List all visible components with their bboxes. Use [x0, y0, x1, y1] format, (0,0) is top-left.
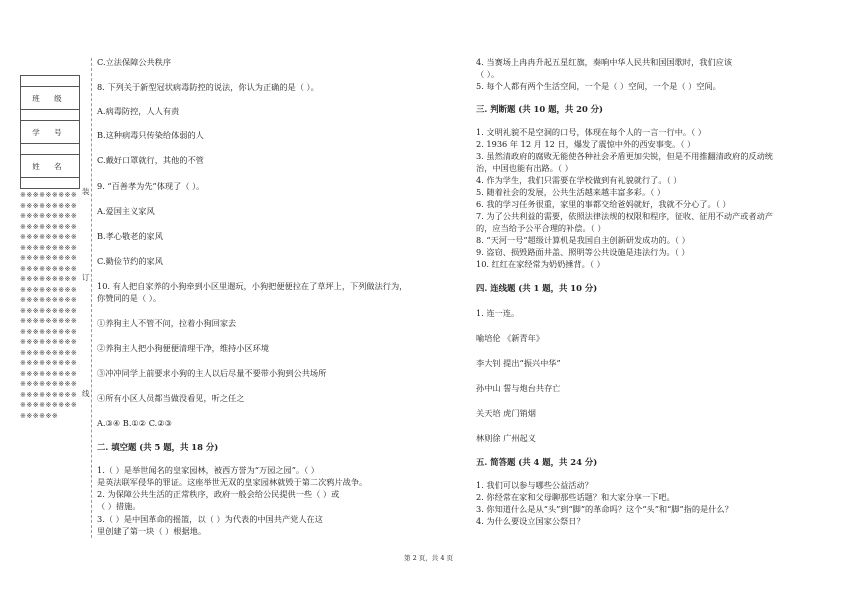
judge-line: 10. 红红在家经常为奶奶捶背。（ ） [476, 259, 605, 269]
question-line: 10. 有人把自家养的小狗牵到小区里遛玩，小狗把便便拉在了草坪上，下列做法行为， [97, 281, 408, 291]
option-line: C.戴好口罩就行，其他的不管 [97, 155, 204, 165]
section-title-fill: 二. 填空题 (共 5 题，共 18 分) [97, 442, 219, 452]
connect-line: 孙中山 誓与炮台共存亡 [476, 383, 561, 393]
question-line: 8. 下列关于新型冠状病毒防控的说法，你认为正确的是（ ）。 [97, 82, 319, 92]
section-title-short: 五. 简答题 (共 4 题，共 24 分) [476, 457, 598, 467]
side-mark-ding: 订 [82, 273, 90, 282]
fill-line: （ ）措施。 [97, 501, 141, 511]
judge-line: 5. 随着社会的发展，公共生活越来越丰富多彩。（ ） [476, 187, 666, 197]
judge-line: 3. 虽然清政府的腐败无能使各种社会矛盾更加尖锐，但是不用推翻清政府的反动统 [476, 151, 773, 161]
info-blank [21, 110, 79, 121]
student-info-table [20, 75, 80, 189]
judge-line: 治，中国也能有出路。（ ） [476, 163, 573, 173]
section-title-connect: 四. 连线题 (共 1 题，共 10 分) [476, 283, 598, 293]
info-blank [21, 76, 79, 87]
option-line: ①养狗主人不管不问，拉着小狗回家去 [97, 318, 237, 328]
fill-line: 是英法联军侵华的罪证。这座举世无双的皇家园林就毁于第二次鸦片战争。 [97, 477, 368, 487]
judge-line: 7. 为了公共利益的需要，依照法律法规的权限和程序，征收、征用不动产或者动产 [476, 211, 773, 221]
connect-line: 李大钊 提出“振兴中华” [476, 358, 561, 368]
fill-line: 里创建了第一块（ ）根据地。 [97, 526, 207, 536]
connect-intro: 1. 连一连。 [476, 308, 520, 318]
side-mark-zhuang: 装 [82, 187, 90, 196]
judge-line: 9. 盗窃、损毁路面井盖、照明等公共设施是违法行为。（ ） [476, 247, 690, 257]
class-field: 班 级 [21, 87, 79, 110]
option-line: B.孝心敬老的家风 [97, 231, 163, 241]
option-line: B.这种病毒只传染给体弱的人 [97, 130, 204, 140]
question-line: 你赞同的是（ ）。 [97, 293, 162, 303]
option-line: A.③④ B.①② C.②③ [97, 418, 172, 428]
short-answer-line: 2. 你经常在家和父母聊那些话题？和大家分享一下吧。 [476, 492, 675, 502]
judge-line: 6. 我的学习任务很重，家里的事都交给爸妈就好，我就不分心了。（ ） [476, 199, 731, 209]
section-title-judge: 三. 判断题 (共 10 题，共 20 分) [476, 104, 604, 114]
question-line: 9. “百善孝为先”体现了（ ）。 [97, 181, 205, 191]
connect-line: 林则徐 广州起义 [476, 433, 536, 443]
fill-line: 3.（ ）是中国革命的摇篮，以（ ）为代表的中国共产党人在这 [97, 514, 323, 524]
option-line: C.勤俭节约的家风 [97, 256, 163, 266]
judge-line: 2. 1936 年 12 月 12 日，爆发了震惊中外的西安事变。（ ） [476, 139, 696, 149]
option-line: A.爱国主义家风 [97, 206, 155, 216]
side-mark-xian: 线 [82, 389, 90, 398]
info-blank [21, 144, 79, 155]
judge-line: 4. 作为学生，我们只需要在学校做到有礼貌就行了。（ ） [476, 175, 682, 185]
name-field: 姓 名 [21, 155, 79, 178]
binding-line [91, 58, 92, 538]
option-line: A.病毒防控，人人有责 [97, 106, 180, 116]
page-footer: 第 2 页，共 4 页 [404, 554, 454, 562]
judge-line: 1. 文明礼貌不是空洞的口号，体现在每个人的一言一行中。（ ） [476, 127, 706, 137]
info-blank [21, 178, 79, 188]
judge-line: 8. “天河一号”超级计算机是我国自主创新研发成功的。（ ） [476, 235, 690, 245]
student-number-field: 学 号 [21, 121, 79, 144]
fill-line: 4. 当赛场上冉冉升起五星红旗，奏响中华人民共和国国歌时，我们应该 [476, 57, 733, 67]
question-line: C.立法保障公共秩序 [97, 57, 172, 67]
short-answer-line: 4. 为什么要设立国家公祭日？ [476, 516, 585, 526]
fill-line: 1.（ ）是举世闻名的皇家园林，被西方誉为“万园之园”。（ ） [97, 465, 319, 475]
short-answer-line: 3. 你知道什么是从“头”到“脚”的革命吗？这个“头”和“脚”指的是什么？ [476, 504, 733, 514]
short-answer-line: 1. 我们可以参与哪些公益活动？ [476, 480, 593, 490]
star-pattern: ※※※※※※※※※※※※※※※※※※※※※※※※※※※※※※※※※※※※※※※※※※※※※※※※※※※※※※※※※※※※※※※※※※※※※※※※※※※※※※※※※※※※※※※※※※※※※※※※※※※※※※※※※※※※※※※※※※※※※※※※※※※※※※※※※※※※※※※※※※※※※※※※※※※※※※※※※※※※※※※※※※※※※※※※※※※※※※※※※※※※※※※※※※※※※※※※※※※ [20, 191, 78, 420]
connect-line: 关天培 虎门销烟 [476, 408, 536, 418]
judge-line: 的，应当给予公平合理的补偿。（ ） [476, 223, 606, 233]
option-line: ②养狗主人把小狗便便清理干净，维持小区环境 [97, 343, 269, 353]
fill-line: 5. 每个人都有两个生活空间，一个是（ ）空间，一个是（ ）空间。 [476, 81, 721, 91]
option-line: ④所有小区人员都当做没看见，听之任之 [97, 393, 245, 403]
fill-line: 2. 为保障公共生活的正常秩序，政府一般会给公民提供一些（ ）或 [97, 489, 340, 499]
fill-line: （ ）。 [476, 69, 500, 79]
connect-line: 喻培伦 《新青年》 [476, 333, 545, 343]
option-line: ③冲冲同学上前要求小狗的主人以后尽量不要带小狗到公共场所 [97, 368, 327, 378]
